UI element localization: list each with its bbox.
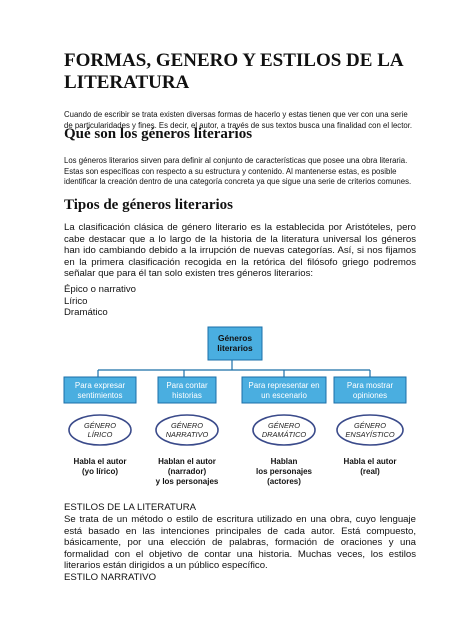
section1-heading: Qué son los géneros literarios <box>64 126 253 142</box>
genre-label: GÉNERO <box>170 421 204 430</box>
genre-label: GÉNERO <box>267 421 301 430</box>
voice-note: Hablan <box>270 457 298 466</box>
purpose-label: Para contar <box>166 381 208 390</box>
page-title: FORMAS, GENERO Y ESTILOS DE LA LITERATURA <box>64 50 403 93</box>
genre-label: GÉNERO <box>353 421 387 430</box>
genre-label: ENSAYÍSTICO <box>345 430 395 439</box>
purpose-label: Para mostrar <box>346 381 394 390</box>
purpose-label: opiniones <box>352 391 388 400</box>
purpose-label: Para expresar <box>74 381 126 390</box>
genre-label: NARRATIVO <box>165 430 209 439</box>
genre-list-item: Lírico <box>64 295 88 307</box>
purpose-label: Para representar en <box>248 381 320 390</box>
root-label: literarios <box>217 343 253 353</box>
voice-note: Habla el autor <box>343 457 397 466</box>
root-label: Géneros <box>218 333 252 343</box>
intro-paragraph: Cuando de escribir se trata existen diversas formas de hacerlo y estas tienen que ver con una serie de particularidades y fines. Es decir, el autor, a través de sus textos busca una finalidad con el lector. <box>64 110 413 130</box>
section2-paragraph: La clasificación clásica de género literario es la establecida por Aristóteles, pero cabe destacar que a lo largo de la historia de la literatura universal los géneros han ido cambiando debido a la irrupción de nuevas categorías. Así, si nos fijamos en la primera clasificación recogida en la retórica del filósofo griego podremos señalar que para él tan solo existen tres géneros literarios: <box>64 222 416 280</box>
voice-note: (actores) <box>267 477 301 486</box>
voice-note: Habla el autor <box>73 457 127 466</box>
section1-paragraph: Los géneros literarios sirven para definir al conjunto de características que posee una obra literaria. Estas son específicas con respecto a su estructura y contenido. Al mantenerse estas, es posible identificar la creación dentro de una categoría concreta ya que sigue una serie de criterios comunes. <box>64 156 412 187</box>
genre-label: GÉNERO <box>83 421 117 430</box>
voice-note: (real) <box>360 467 380 476</box>
voice-note: (yo lírico) <box>81 467 119 476</box>
purpose-label: historias <box>172 391 202 400</box>
genre-list <box>64 284 264 319</box>
genre-list-item: Épico o narrativo <box>64 284 136 295</box>
section3-heading: ESTILOS DE LA LITERATURA <box>64 502 197 513</box>
purpose-label: sentimientos <box>77 391 123 400</box>
section3-subheading: ESTILO NARRATIVO <box>64 572 157 583</box>
genre-label: DRAMÁTICO <box>261 430 307 439</box>
purpose-label: un escenario <box>261 391 307 400</box>
genres-diagram <box>60 325 422 495</box>
voice-note: (narrador) <box>167 467 207 476</box>
voice-note: y los personajes <box>155 477 219 486</box>
voice-note: Hablan el autor <box>158 457 216 466</box>
genre-list-item: Dramático <box>64 307 108 319</box>
diagram-connectors <box>98 360 370 377</box>
voice-note: los personajes <box>255 467 313 476</box>
section3-paragraph: Se trata de un método o estilo de escritura utilizado en una obra, cuyo lenguaje está basado en las intenciones principales de cada autor. Está compuesto, básicamente, por una elección de palabras, formación de oraciones y una formalidad con el objetivo de contar una historia. Muchas veces, los estilos literarios están dirigidos a un público específico. <box>64 514 416 572</box>
genre-label: LÍRICO <box>87 430 113 439</box>
section2-heading: Tipos de géneros literarios <box>64 197 234 213</box>
